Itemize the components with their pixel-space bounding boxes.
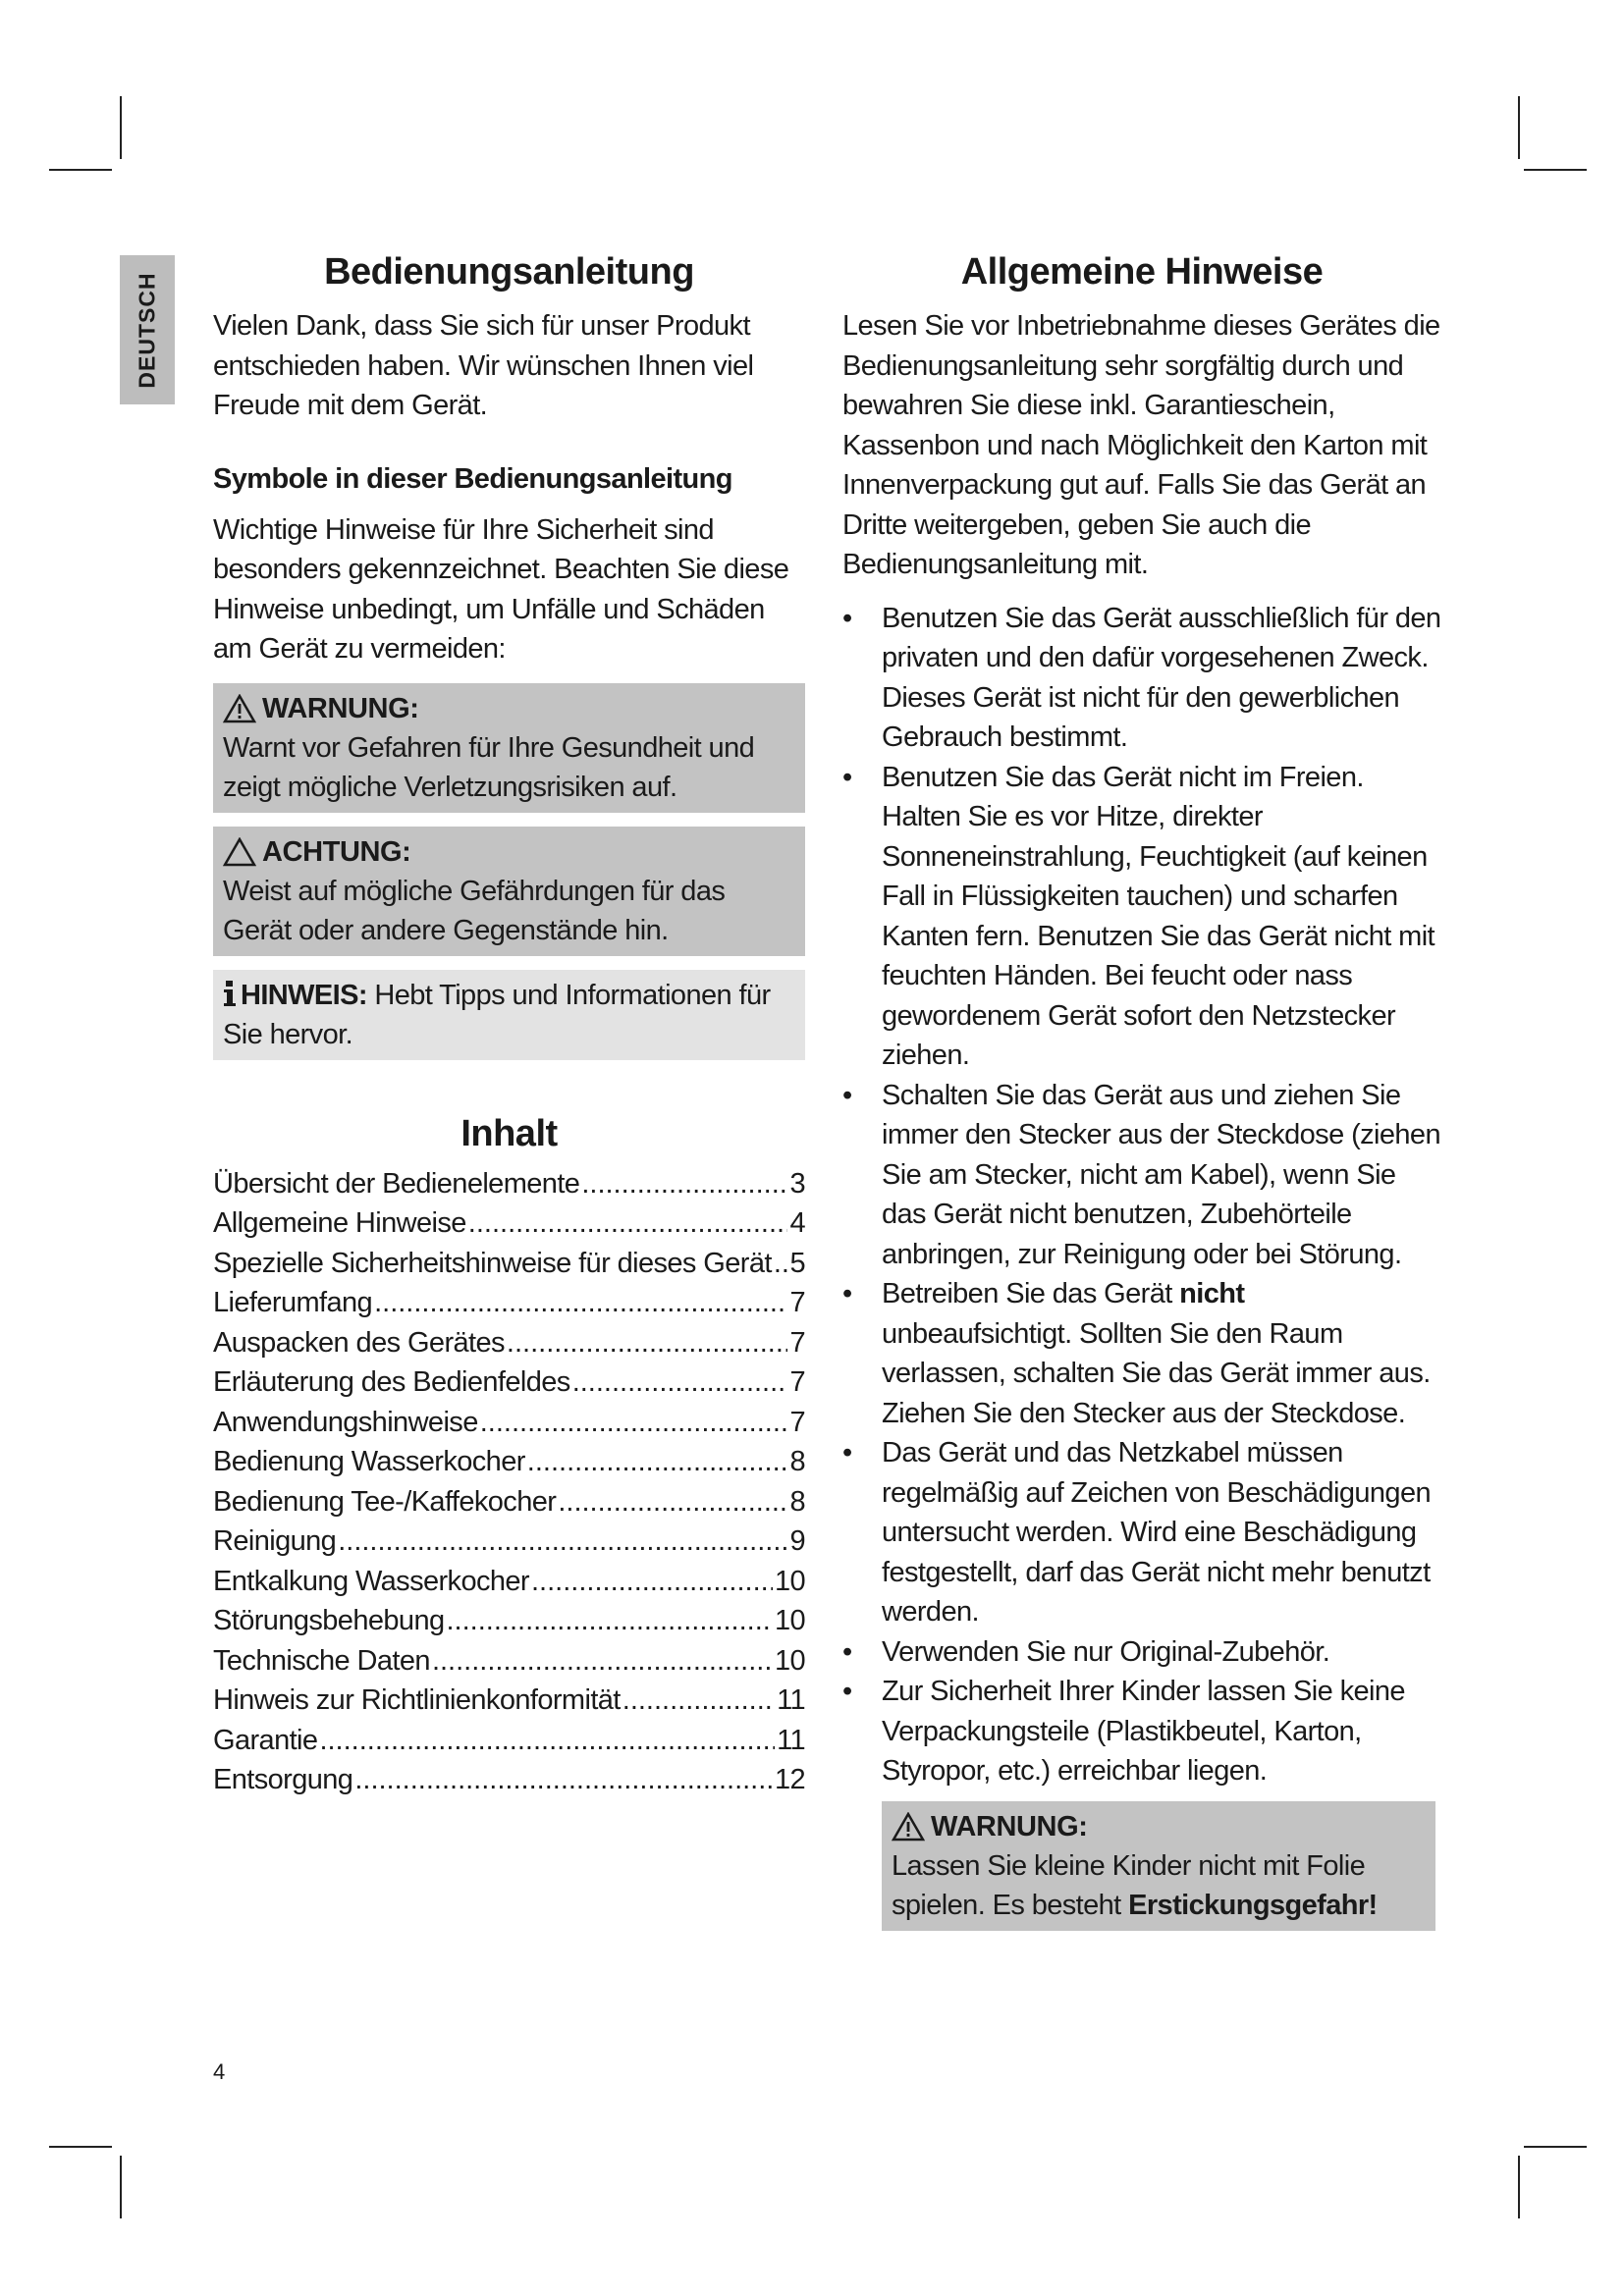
toc-leader	[527, 1442, 788, 1482]
warning-box	[213, 683, 805, 813]
crop-mark-top-right-v	[1518, 96, 1520, 159]
toc-entry[interactable]	[213, 1164, 805, 1204]
toc-entry-label: Bedienung Wasserkocher	[213, 1446, 525, 1477]
toc-entry[interactable]	[213, 1681, 805, 1721]
toc-entry[interactable]	[213, 1203, 805, 1244]
note-box	[213, 970, 805, 1060]
toc-entry[interactable]	[213, 1601, 805, 1641]
general-notes-intro: Lesen Sie vor Inbetriebnahme dieses Gerätes die Bedienungsanleitung sehr sorgfältig durch und bewahren Sie diese inkl. Garantieschein, Kassenbon und nach Möglichkeit den Karton mit Innenverpackung gut auf. Falls Sie das Gerät an Dritte weitergeben, geben Sie auch die Bedienungsanleitung mit.	[842, 310, 1440, 580]
caution-title: ACHTUNG:	[262, 835, 411, 868]
caution-triangle-icon	[223, 837, 256, 867]
list-item-text: Betreiben Sie das Gerät	[882, 1278, 1180, 1309]
note-text: Hebt Tipps und Informationen für Sie hervor.	[223, 979, 771, 1050]
toc-entry[interactable]	[213, 1362, 805, 1403]
crop-mark-bottom-right-v	[1518, 2156, 1520, 2218]
toc-entry-label: Erläuterung des Bedienfeldes	[213, 1366, 570, 1398]
symbols-heading: Symbole in dieser Bedienungsanleitung	[213, 462, 732, 495]
warning-text: Warnt vor Gefahren für Ihre Gesundheit und zeigt mögliche Verletzungsrisiken auf.	[223, 731, 755, 803]
crop-mark-top-left-h	[49, 169, 112, 171]
toc-entry[interactable]	[213, 1323, 805, 1363]
list-item: • Zur Sicherheit Ihrer Kinder lassen Sie keine Verpackungsteile (Plastikbeutel, Karton, Styropor, etc.) erreichbar liegen.	[842, 1672, 1441, 1791]
toc-entry-label: Allgemeine Hinweise	[213, 1207, 466, 1239]
toc-leader	[480, 1403, 788, 1443]
toc-entry-page: 11	[777, 1684, 805, 1716]
list-item	[842, 1274, 1441, 1433]
toc-leader	[581, 1164, 787, 1204]
right-column	[842, 245, 1441, 1931]
caution-box	[213, 827, 805, 956]
intro-text: Vielen Dank, dass Sie sich für unser Produkt entschieden haben. Wir wünschen Ihnen viel Freude mit dem Gerät.	[213, 310, 754, 421]
toc-leader	[774, 1244, 788, 1284]
toc-entry-label: Lieferumfang	[213, 1287, 373, 1318]
toc-leader	[432, 1641, 773, 1682]
list-item-emphasis: nicht	[1179, 1278, 1245, 1309]
toc-entry-page: 7	[789, 1287, 805, 1318]
crop-mark-top-left-v	[120, 96, 122, 159]
toc-entry-label: Übersicht der Bedienelemente	[213, 1167, 580, 1200]
toc-entry-page: 7	[789, 1326, 805, 1359]
caution-text: Weist auf mögliche Gefährdungen für das Gerät oder andere Gegenstände hin.	[223, 875, 726, 946]
list-item: • Verwenden Sie nur Original-Zubehör.	[842, 1632, 1441, 1673]
crop-mark-bottom-right-h	[1524, 2146, 1587, 2148]
toc-entry-label: Entkalkung Wasserkocher	[213, 1565, 529, 1597]
toc-entry-page: 10	[774, 1565, 805, 1597]
list-item: • Benutzen Sie das Gerät ausschließlich für den privaten und den dafür vorgesehenen Zweck. Dieses Gerät ist nicht für den gewerblichen Gebrauch bestimmt.	[842, 599, 1441, 758]
toc-leader	[319, 1721, 775, 1761]
warning-triangle-icon	[223, 694, 256, 723]
crop-mark-bottom-left-v	[120, 2156, 122, 2218]
crop-mark-top-right-h	[1524, 169, 1587, 171]
toc-entry-label: Anwendungshinweise	[213, 1406, 478, 1438]
toc-entry[interactable]	[213, 1283, 805, 1323]
safety-list	[842, 599, 1441, 1791]
toc-entry-label: Störungsbehebung	[213, 1605, 445, 1636]
warning-title: WARNUNG:	[262, 692, 419, 724]
toc-entry[interactable]	[213, 1760, 805, 1800]
symbols-text: Wichtige Hinweise für Ihre Sicherheit sind besonders gekennzeichnet. Beachten Sie diese Hinweise unbedingt, um Unfälle und Schäden am Gerät zu vermeiden:	[213, 513, 789, 665]
toc-entry-page: 11	[777, 1724, 805, 1756]
note-title: HINWEIS:	[241, 979, 367, 1011]
toc-entry[interactable]	[213, 1442, 805, 1482]
info-icon	[223, 980, 237, 1007]
toc-entry[interactable]	[213, 1562, 805, 1602]
toc-entry[interactable]	[213, 1641, 805, 1682]
toc-leader	[531, 1562, 773, 1602]
toc-leader	[374, 1283, 787, 1323]
toc-entry-label: Entsorgung	[213, 1764, 353, 1795]
toc-entry-page: 8	[789, 1485, 805, 1518]
toc-leader	[468, 1203, 788, 1244]
toc-entry[interactable]	[213, 1244, 805, 1284]
crop-mark-bottom-left-h	[49, 2146, 112, 2148]
general-notes-title: Allgemeine Hinweise	[960, 251, 1324, 293]
toc-leader	[338, 1522, 787, 1562]
toc-entry-label: Hinweis zur Richtlinienkonformität	[213, 1684, 621, 1716]
toc-entry[interactable]	[213, 1721, 805, 1761]
list-item: • Das Gerät und das Netzkabel müssen regelmäßig auf Zeichen von Beschädigungen untersucht werden. Wird eine Beschädigung festgestellt, darf das Gerät nicht mehr benutzt werden.	[842, 1433, 1441, 1632]
toc-entry[interactable]	[213, 1403, 805, 1443]
child-warning-text: Lassen Sie kleine Kinder nicht mit Folie spielen. Es besteht	[892, 1849, 1366, 1921]
manual-title: Bedienungsanleitung	[324, 251, 694, 293]
toc-entry-page: 7	[789, 1366, 805, 1398]
toc-entry-page: 10	[774, 1605, 805, 1636]
toc-entry-page: 4	[789, 1207, 805, 1239]
list-item: • Benutzen Sie das Gerät nicht im Freien. Halten Sie es vor Hitze, direkter Sonneneinstrahlung, Feuchtigkeit (auf keinen Fall in Flüssigkeiten tauchen) und scharfen Kanten fern. Benutzen Sie das Gerät nicht mit feuchten Händen. Bei feucht oder nass gewordenem Gerät sofort den Netzstecker ziehen.	[842, 758, 1441, 1076]
toc-entry-label: Technische Daten	[213, 1644, 430, 1677]
toc-entry[interactable]	[213, 1522, 805, 1562]
toc-entry-page: 12	[774, 1764, 805, 1795]
child-warning-title: WARNUNG:	[931, 1810, 1088, 1842]
list-item: • Schalten Sie das Gerät aus und ziehen Sie immer den Stecker aus der Steckdose (ziehen Sie am Stecker, nicht am Kabel), wenn Sie das Gerät nicht benutzen, Zubehörteile anbringen, zur Reinigung oder bei Störung.	[842, 1076, 1441, 1275]
language-tab-label: DEUTSCH	[134, 271, 160, 389]
toc-leader	[623, 1681, 775, 1721]
toc-leader	[354, 1760, 773, 1800]
list-item-text: unbeaufsichtigt. Sollten Sie den Raum verlassen, schalten Sie das Gerät immer aus. Ziehen Sie den Stecker aus der Steckdose.	[882, 1317, 1431, 1429]
child-warning-box	[882, 1801, 1435, 1931]
toc-entry-page: 8	[789, 1446, 805, 1477]
toc-entry-page: 10	[774, 1644, 805, 1677]
toc-leader	[447, 1601, 773, 1641]
toc-entry[interactable]	[213, 1482, 805, 1522]
toc-leader	[558, 1482, 787, 1522]
language-tab	[120, 255, 175, 404]
toc-entry-label: Spezielle Sicherheitshinweise für dieses Gerät	[213, 1247, 772, 1279]
table-of-contents	[213, 1164, 805, 1800]
child-warning-emphasis: Erstickungsgefahr!	[1128, 1889, 1378, 1921]
toc-entry-page: 3	[789, 1167, 805, 1200]
toc-entry-page: 5	[789, 1247, 805, 1279]
toc-leader	[572, 1362, 788, 1403]
toc-entry-label: Bedienung Tee-/Kaffekocher	[213, 1485, 557, 1518]
warning-triangle-icon	[892, 1812, 925, 1842]
toc-title: Inhalt	[460, 1112, 558, 1154]
left-column	[213, 245, 805, 1800]
toc-entry-page: 9	[789, 1525, 805, 1557]
toc-leader	[507, 1323, 788, 1363]
page-number: 4	[213, 2059, 226, 2084]
toc-entry-label: Reinigung	[213, 1525, 337, 1557]
toc-entry-page: 7	[789, 1406, 805, 1438]
toc-entry-label: Auspacken des Gerätes	[213, 1326, 505, 1359]
toc-entry-label: Garantie	[213, 1724, 318, 1756]
